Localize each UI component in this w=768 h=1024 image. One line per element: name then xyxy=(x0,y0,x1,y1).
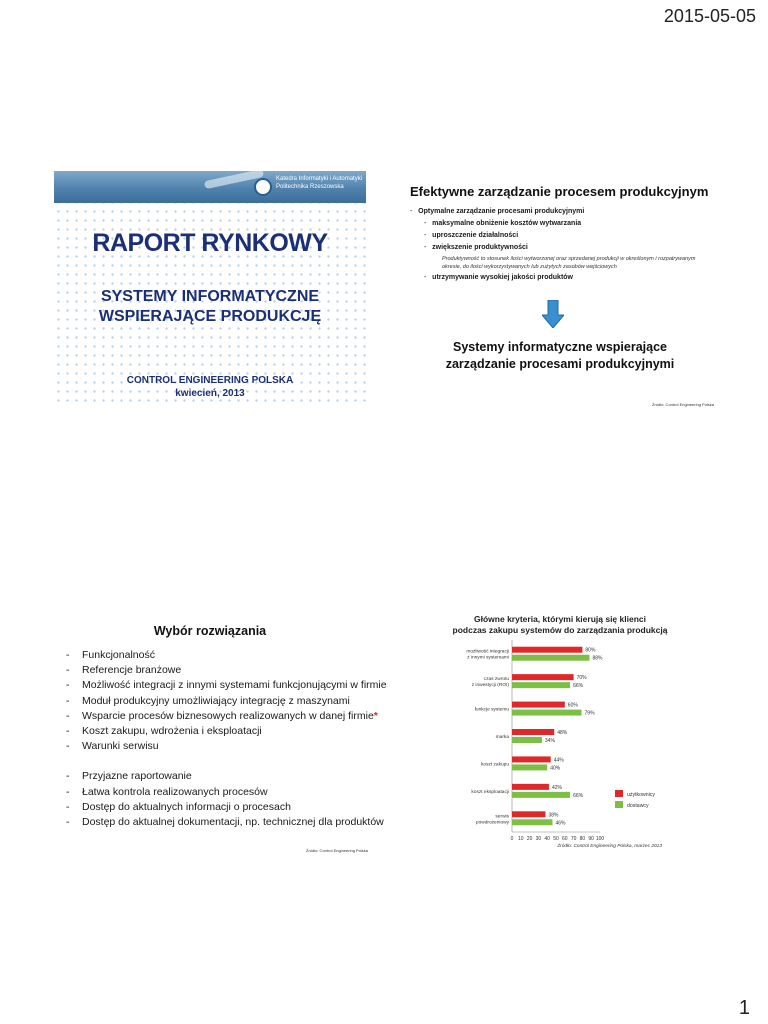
report-subtitle: SYSTEMY INFORMATYCZNE WSPIERAJĄCE PRODUKCJĘ xyxy=(98,288,322,325)
x-tick-label: 30 xyxy=(535,836,542,842)
university-logo-icon xyxy=(254,178,272,196)
bar-vendors xyxy=(512,682,570,688)
bar-users xyxy=(512,702,565,708)
university-name: Katedra Informatyki i Automatyki Politechnika Rzeszowska xyxy=(276,176,363,190)
x-tick-label: 10 xyxy=(518,836,524,842)
data-label: 44% xyxy=(553,757,564,764)
criteria-bar-chart xyxy=(450,610,670,850)
productivity-note: Produktywność to stosunek ilości wytworzonej oraz sprzedanej produkcji w określonym i rozpatrywanym okresie, do ilości wykorzystywanych lub zużytych zasobów wejściowych xyxy=(442,256,696,270)
bar-vendors xyxy=(512,764,547,770)
chart-source: Źródło: Control Engineering Polska, marzec 2013 xyxy=(557,844,662,849)
x-tick-label: 80 xyxy=(579,836,586,842)
category-label: koszt zakupu xyxy=(481,762,509,768)
bar-vendors xyxy=(512,710,582,716)
slide2-source: Źródło: Control Engineering Polska xyxy=(652,402,715,407)
x-tick-label: 100 xyxy=(595,836,605,842)
list-item: - Wsparcie procesów biznesowych realizowanych w danej firmie* xyxy=(66,709,376,724)
category-label: koszt eksploatacji xyxy=(471,789,509,795)
data-label: 88% xyxy=(592,655,603,662)
bullet-item: - utrzymywanie wysokiej jakości produktów xyxy=(424,274,573,281)
bullet-item: - maksymalne obniżenie kosztów wytwarzania xyxy=(424,220,582,227)
slide-title-report xyxy=(54,171,366,407)
bar-vendors xyxy=(512,819,552,825)
legend-swatch xyxy=(615,801,623,808)
x-tick-label: 60 xyxy=(562,836,568,842)
bar-users xyxy=(512,647,582,653)
data-label: 60% xyxy=(567,702,578,709)
bullet-item: - Optymalne zarządzanie procesami produkcyjnymi xyxy=(410,208,585,215)
category-label: powdrożeniowy xyxy=(475,820,509,826)
bar-users xyxy=(512,674,574,680)
category-label: funkcje systemu xyxy=(474,707,509,713)
list-item: - Koszt zakupu, wdrożenia i eksploatacji xyxy=(66,724,376,739)
bar-users xyxy=(512,729,554,735)
criteria-list xyxy=(66,648,387,830)
category-label: serwis xyxy=(495,814,509,820)
x-tick-label: 50 xyxy=(553,836,559,842)
bullet-item: - zwiększenie produktywności xyxy=(424,244,528,251)
slide2-conclusion: Systemy informatyczne wspierające zarządzanie procesami produkcyjnymi xyxy=(445,340,675,371)
category-label: z inwestycji (ROI) xyxy=(471,683,509,689)
x-tick-label: 20 xyxy=(526,836,533,842)
list-item: - Moduł produkcyjny umożliwiający integrację z maszynami xyxy=(66,694,376,709)
bar-users xyxy=(512,784,549,790)
legend-label: dostawcy xyxy=(627,803,649,809)
slide3-title: Wybór rozwiązania xyxy=(153,624,267,638)
list-item: - Dostęp do aktualnych informacji o procesach xyxy=(66,800,376,815)
category-label: możliwość integracji xyxy=(466,649,509,655)
x-tick-label: 40 xyxy=(544,836,550,842)
asterisk-mark: * xyxy=(373,709,378,722)
report-title: RAPORT RYNKOWY xyxy=(92,229,328,257)
list-item: - Warunki serwisu xyxy=(66,739,376,754)
list-item: - Referencje branżowe xyxy=(66,663,376,678)
list-item: - Funkcjonalność xyxy=(66,648,376,663)
arrow-down-icon xyxy=(542,300,564,328)
chart-title: Główne kryteria, którymi kierują się klienci xyxy=(474,614,646,624)
data-label: 38% xyxy=(548,812,559,819)
report-publisher: CONTROL ENGINEERING POLSKA kwiecień, 2013 xyxy=(126,375,294,399)
bullet-item: - uproszczenie działalności xyxy=(424,232,519,239)
category-label: marka xyxy=(495,735,509,740)
data-label: 46% xyxy=(555,820,566,827)
data-label: 48% xyxy=(557,730,568,736)
data-label: 80% xyxy=(585,647,596,654)
list-item: - Przyjazne raportowanie xyxy=(66,769,376,784)
data-label: 40% xyxy=(550,765,561,772)
document-date: 2015-05-05 xyxy=(663,6,756,26)
data-label: 66% xyxy=(573,792,584,799)
x-tick-label: 90 xyxy=(588,836,594,842)
list-item: - Dostęp do aktualnej dokumentacji, np. technicznej dla produktów xyxy=(66,815,376,830)
page-number: 1 xyxy=(738,997,750,1019)
chart-title: podczas zakupu systemów do zarządzania produkcją xyxy=(452,625,668,635)
slide3-source: Źródło: Control Engineering Polska xyxy=(306,848,369,853)
data-label: 70% xyxy=(576,675,587,682)
bar-vendors xyxy=(512,792,570,798)
data-label: 66% xyxy=(573,683,584,690)
x-tick-label: 70 xyxy=(570,836,577,842)
bar-vendors xyxy=(512,655,589,661)
legend-label: użytkownicy xyxy=(627,792,655,798)
bar-users xyxy=(512,811,545,817)
bar-vendors xyxy=(512,737,542,743)
list-item: - Łatwa kontrola realizowanych procesów xyxy=(66,785,376,800)
data-label: 34% xyxy=(544,738,555,744)
category-label: z innymi systemami xyxy=(467,655,509,661)
data-label: 42% xyxy=(551,784,562,791)
category-label: czas zwrotu xyxy=(483,677,509,683)
slide2-title: Efektywne zarządzanie procesem produkcyjnym xyxy=(410,184,709,199)
data-label: 79% xyxy=(584,710,595,717)
x-tick-label: 0 xyxy=(510,836,514,842)
legend-swatch xyxy=(615,790,623,797)
bar-users xyxy=(512,756,551,762)
list-item: - Możliwość integracji z innymi systemami funkcjonującymi w firmie xyxy=(66,678,376,693)
